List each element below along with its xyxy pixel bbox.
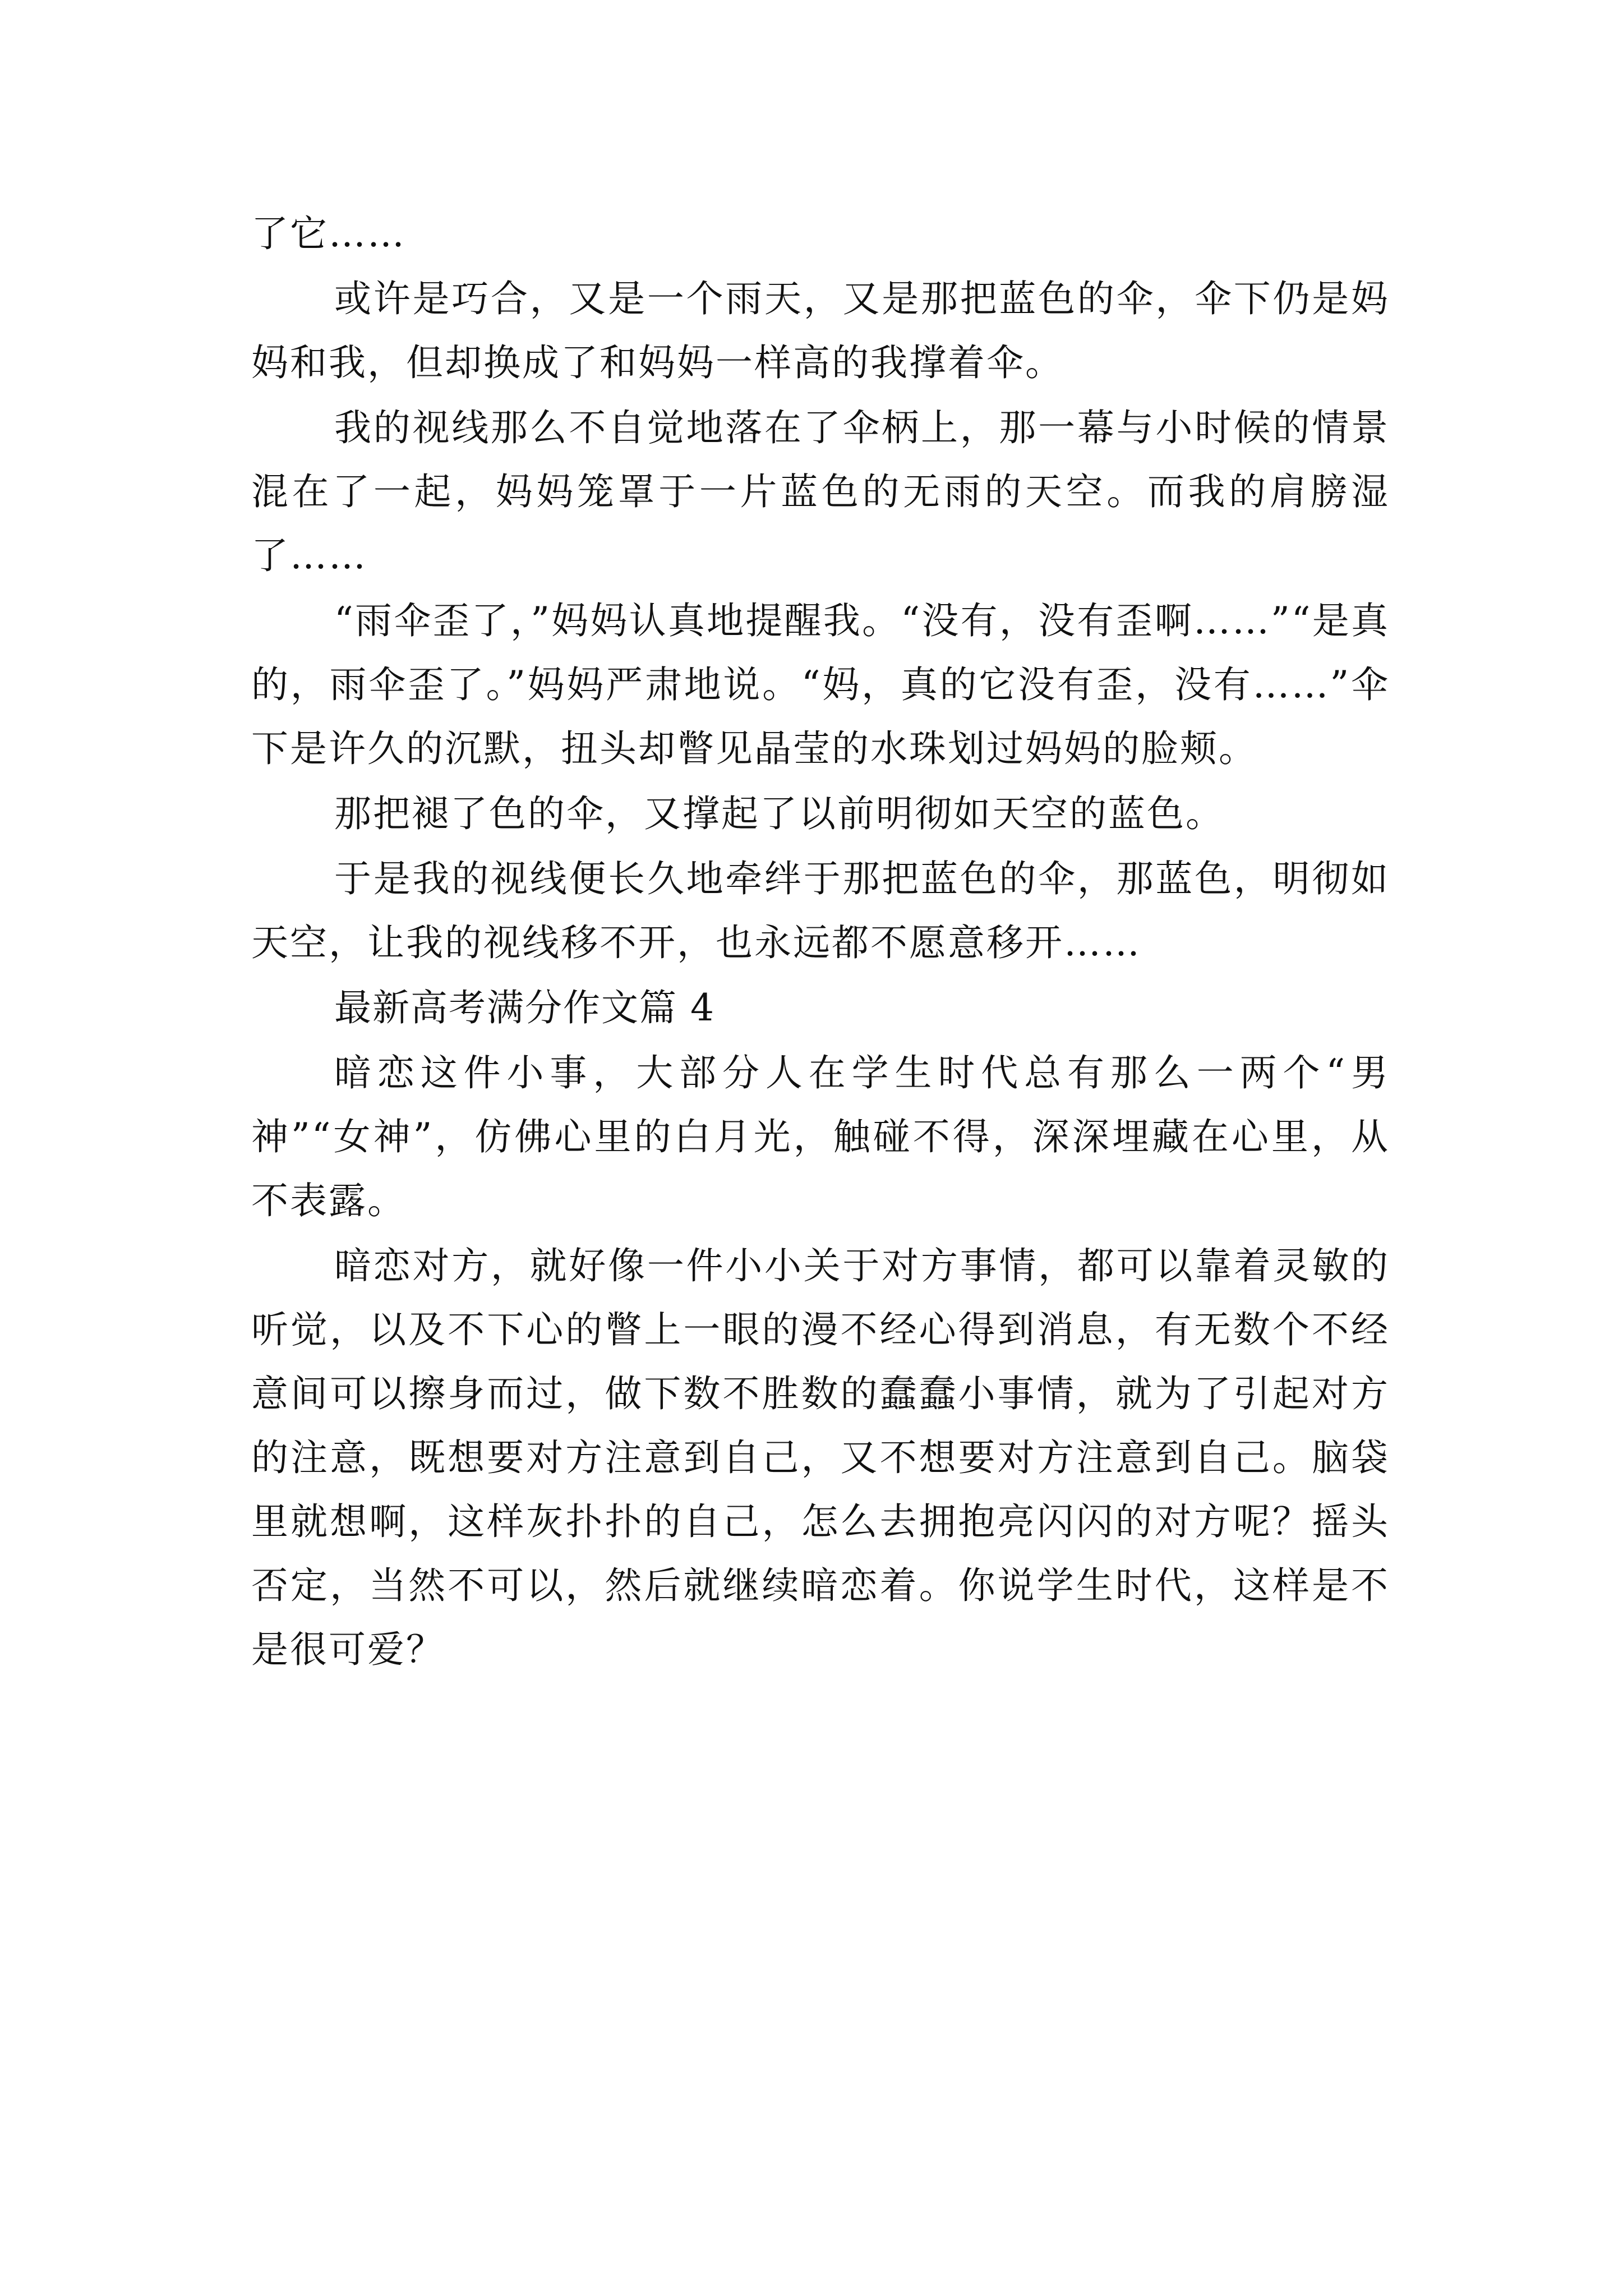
paragraph: “雨伞歪了，”妈妈认真地提醒我。“没有，没有歪啊……”“是真的，雨伞歪了。”妈妈严肃地说。“妈，真的它没有歪，没有……”伞下是许久的沉默，扭头却瞥见晶莹的水珠划过妈妈的脸颊。 (251, 599, 1390, 770)
paragraph: 或许是巧合，又是一个雨天，又是那把蓝色的伞，伞下仍是妈妈和我，但却换成了和妈妈一样高的我撑着伞。 (251, 277, 1390, 384)
paragraph: 暗恋这件小事，大部分人在学生时代总有那么一两个“男神”“女神”，仿佛心里的白月光，触碰不得，深深埋藏在心里，从不表露。 (251, 1051, 1390, 1222)
paragraph: 了它…… (251, 212, 406, 255)
paragraph: 暗恋对方，就好像一件小小关于对方事情，都可以靠着灵敏的听觉，以及不下心的瞥上一眼的漫不经心得到消息，有无数个不经意间可以擦身而过，做下数不胜数的蠢蠢小事情，就为了引起对方的注意，既想要对方注意到自己，又不想要对方注意到自己。脑袋里就想啊，这样灰扑扑的自己，怎么去拥抱亮闪闪的对方呢？摇头否定，当然不可以，然后就继续暗恋着。你说学生时代，这样是不是很可爱？ (251, 1244, 1390, 1671)
paragraph: 于是我的视线便长久地牵绊于那把蓝色的伞，那蓝色，明彻如天空，让我的视线移不开，也永远都不愿意移开…… (251, 857, 1390, 964)
paragraph: 我的视线那么不自觉地落在了伞柄上，那一幕与小时候的情景混在了一起，妈妈笼罩于一片蓝色的无雨的天空。而我的肩膀湿了…… (251, 406, 1390, 577)
section-heading: 最新高考满分作文篇 4 (334, 986, 715, 1029)
document-body (251, 202, 1390, 1682)
paragraph: 那把褪了色的伞，又撑起了以前明彻如天空的蓝色。 (334, 792, 1224, 835)
